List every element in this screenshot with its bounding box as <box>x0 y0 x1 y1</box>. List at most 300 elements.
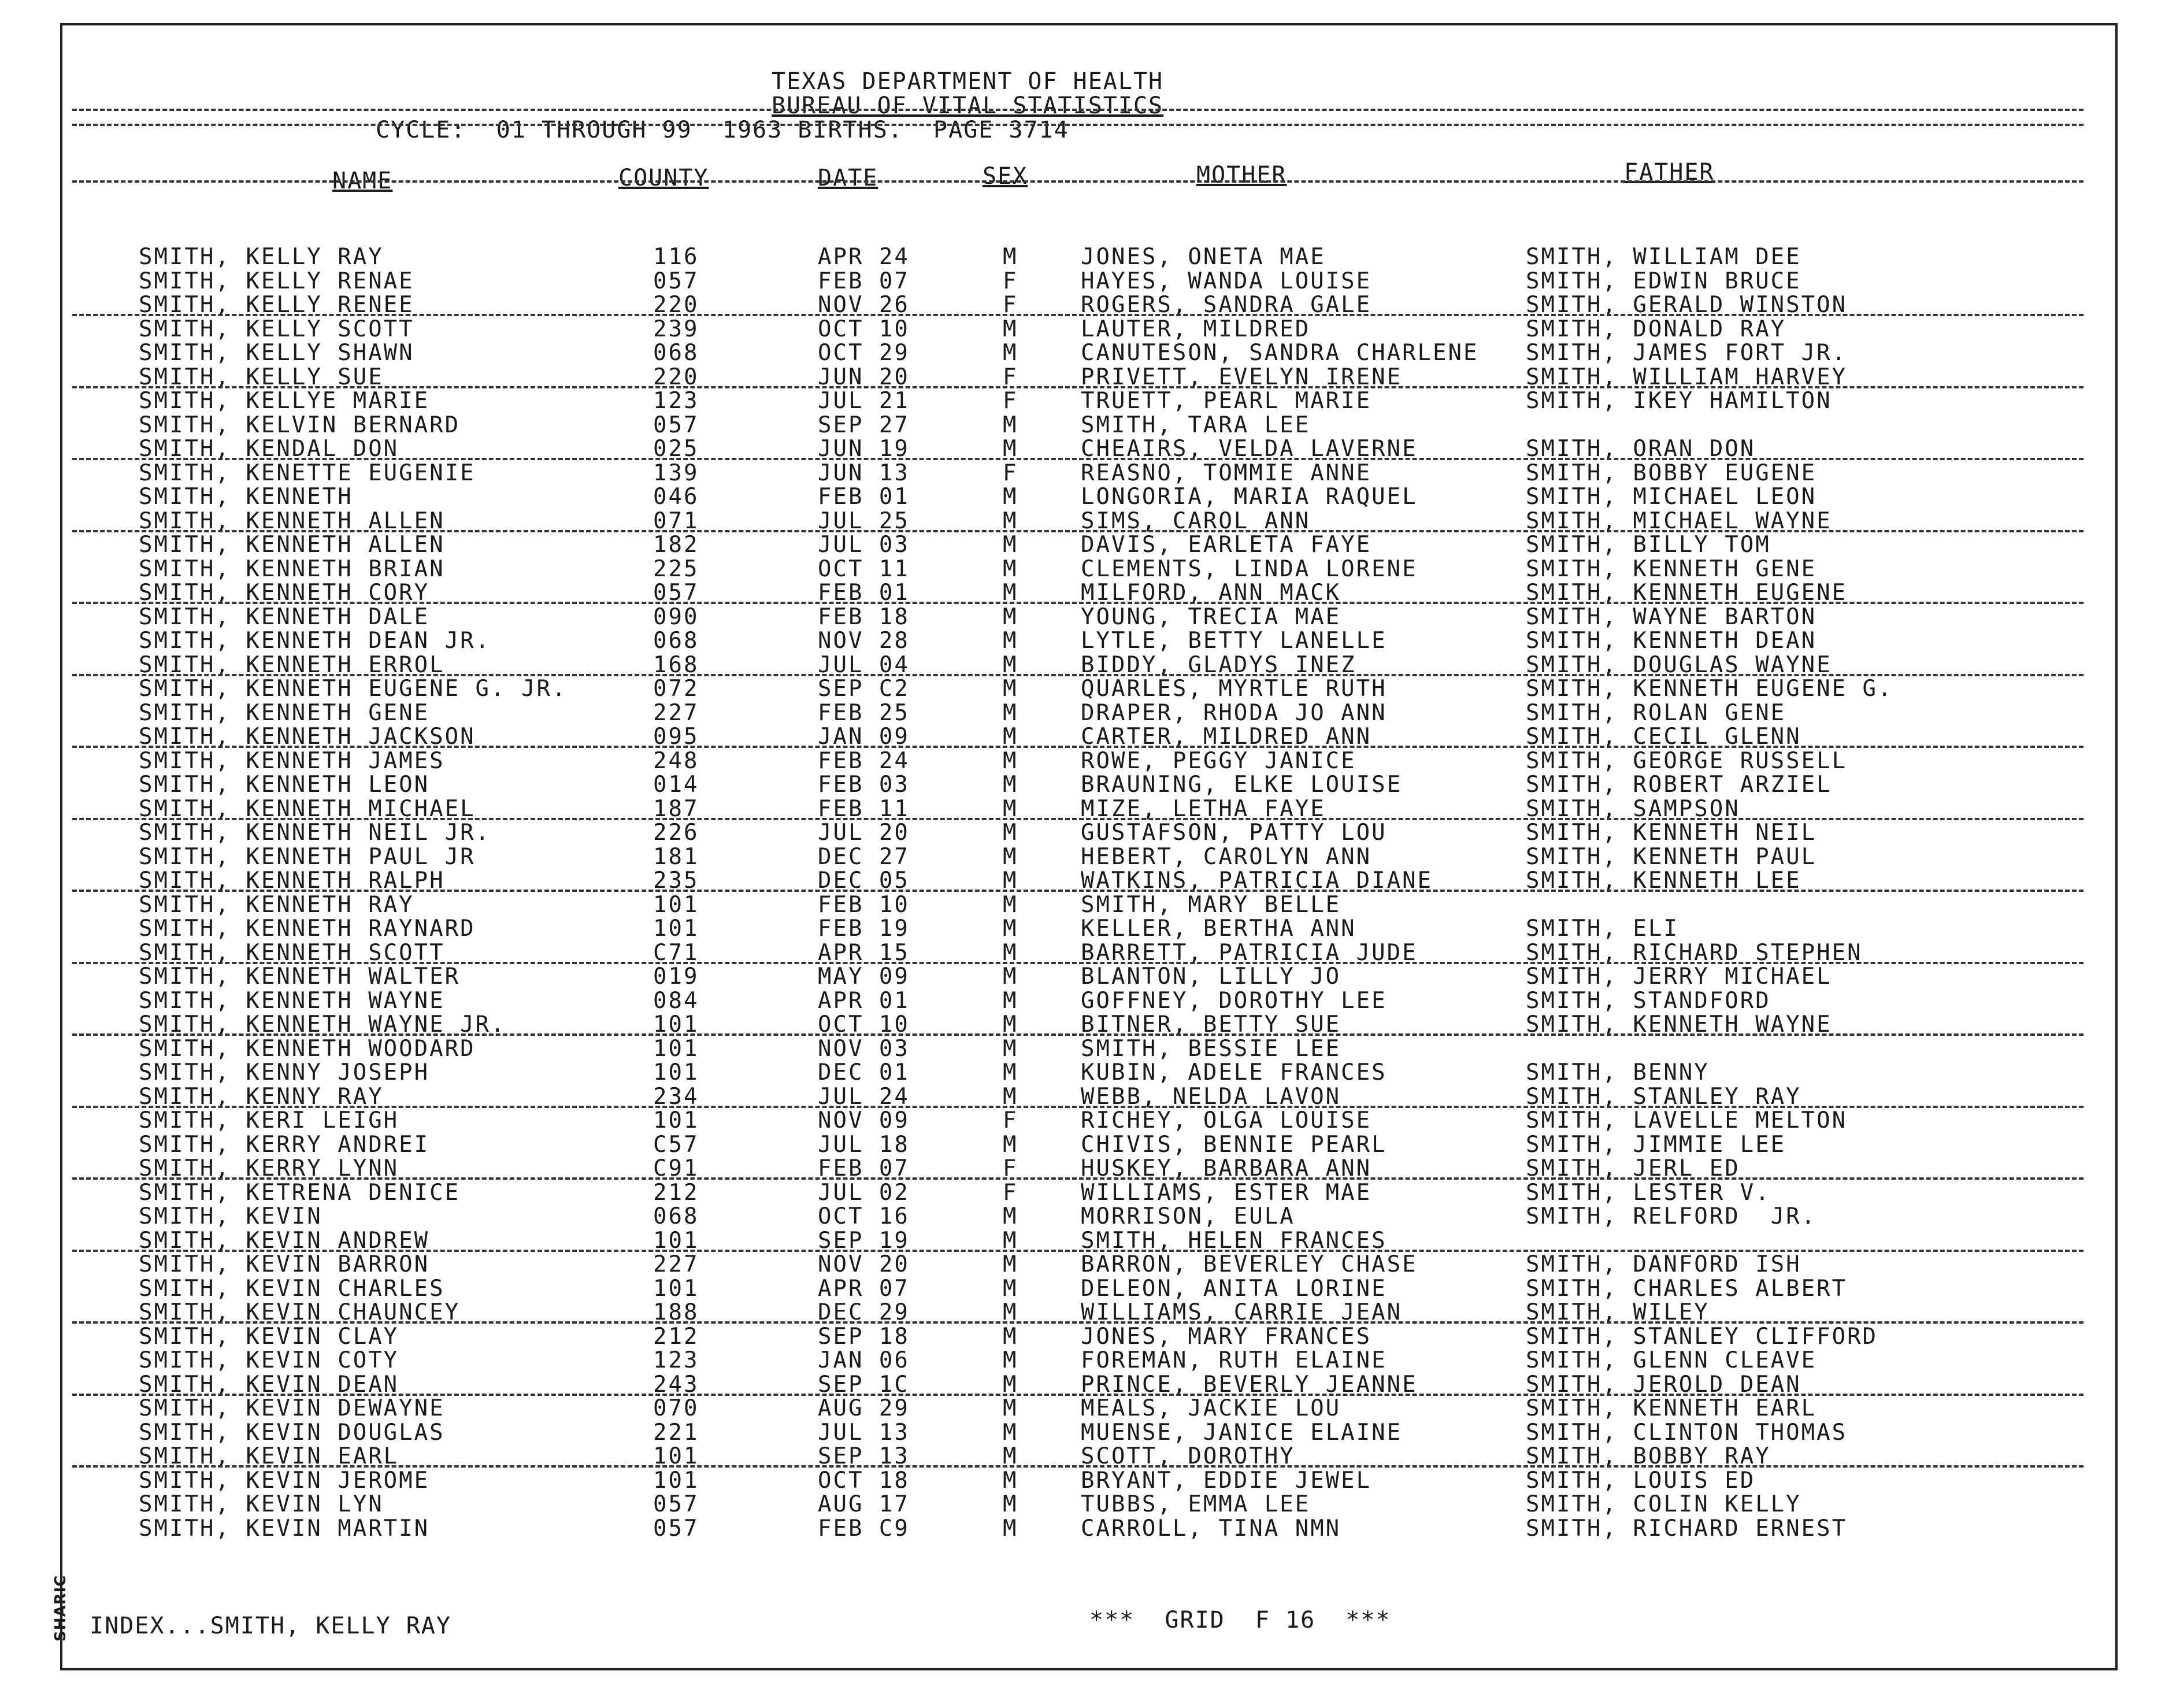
record-sex: M <box>1003 964 1018 990</box>
record-name: SMITH, KENNETH JACKSON <box>139 724 476 750</box>
record-county: 101 <box>653 916 699 942</box>
record-name: SMITH, KENNETH RALPH <box>139 868 445 894</box>
record-date: JUL 20 <box>818 820 910 846</box>
record-father: SMITH, RICHARD ERNEST <box>1526 1515 1848 1542</box>
record-name: SMITH, KEVIN BARRON <box>139 1251 430 1277</box>
record-county: 123 <box>653 1347 699 1373</box>
record-row <box>0 1276 2165 1300</box>
record-county: 101 <box>653 1227 699 1254</box>
record-name: SMITH, KENNY JOSEPH <box>139 1059 430 1085</box>
record-sex: F <box>1003 268 1018 294</box>
record-date: AUG 29 <box>818 1395 910 1421</box>
record-sex: F <box>1003 1155 1018 1181</box>
record-date: OCT 10 <box>818 1012 910 1038</box>
record-name: SMITH, KENNETH RAYNARD <box>139 916 476 942</box>
record-father: SMITH, KENNETH NEIL <box>1526 820 1817 846</box>
record-sex: M <box>1003 868 1018 894</box>
record-mother: DELEON, ANITA LORINE <box>1081 1275 1387 1302</box>
record-row <box>0 1420 2165 1444</box>
record-mother: QUARLES, MYRTLE RUTH <box>1081 676 1387 702</box>
record-county: 101 <box>653 891 699 918</box>
record-row <box>0 820 2165 844</box>
record-mother: SCOTT, DOROTHY <box>1081 1443 1295 1469</box>
record-date: FEB 07 <box>818 268 910 294</box>
record-mother: BLANTON, LILLY JO <box>1081 964 1341 990</box>
record-mother: JONES, ONETA MAE <box>1081 244 1326 270</box>
record-date: SEP 19 <box>818 1227 910 1254</box>
record-mother: WATKINS, PATRICIA DIANE <box>1081 868 1433 894</box>
record-county: C71 <box>653 939 699 966</box>
record-name: SMITH, KEVIN JEROME <box>139 1467 430 1494</box>
header-cycle: CYCLE: 01 THROUGH 99 1963 BIRTHS. PAGE 3714 <box>376 117 1069 143</box>
record-mother: SIMS, CAROL ANN <box>1081 507 1311 534</box>
record-mother: LONGORIA, MARIA RAQUEL <box>1081 484 1418 510</box>
record-mother: MORRISON, EULA <box>1081 1203 1295 1229</box>
record-row <box>0 1132 2165 1156</box>
record-name: SMITH, KEVIN ANDREW <box>139 1227 430 1254</box>
record-mother: SMITH, MARY BELLE <box>1081 891 1341 918</box>
record-sex: M <box>1003 820 1018 846</box>
record-county: 188 <box>653 1299 699 1325</box>
record-date: JUN 20 <box>818 364 910 390</box>
record-date: JUL 02 <box>818 1179 910 1206</box>
footer-grid: *** GRID F 16 *** <box>1089 1607 1391 1633</box>
record-row <box>0 1468 2165 1492</box>
record-mother: BARRETT, PATRICIA JUDE <box>1081 939 1418 966</box>
record-mother: SMITH, TARA LEE <box>1081 412 1311 438</box>
record-row <box>0 244 2165 268</box>
record-date: DEC 05 <box>818 868 910 894</box>
record-father: SMITH, KENNETH DEAN <box>1526 628 1817 654</box>
record-row <box>0 1180 2165 1204</box>
record-sex: F <box>1003 364 1018 390</box>
record-name: SMITH, KEVIN DEAN <box>139 1371 399 1398</box>
record-row <box>0 556 2165 580</box>
record-date: APR 01 <box>818 987 910 1014</box>
record-county: 101 <box>653 1035 699 1062</box>
record-mother: HUSKEY, BARBARA ANN <box>1081 1155 1372 1181</box>
record-county: 057 <box>653 580 699 606</box>
record-name: SMITH, KENNETH ALLEN <box>139 532 445 558</box>
record-date: FEB 07 <box>818 1155 910 1181</box>
column-header-mother: MOTHER <box>1196 162 1287 188</box>
record-mother: YOUNG, TRECIA MAE <box>1081 603 1341 630</box>
record-county: 046 <box>653 484 699 510</box>
record-date: FEB 25 <box>818 699 910 726</box>
record-mother: WEBB, NELDA LAVON <box>1081 1083 1341 1110</box>
record-row <box>0 844 2165 868</box>
record-row <box>0 1059 2165 1084</box>
record-sex: M <box>1003 987 1018 1014</box>
record-mother: CARROLL, TINA NMN <box>1081 1515 1341 1542</box>
record-sex: M <box>1003 1203 1018 1229</box>
record-name: SMITH, KENDAL DON <box>139 436 399 462</box>
record-sex: M <box>1003 1251 1018 1277</box>
record-date: APR 24 <box>818 244 910 270</box>
record-row <box>0 796 2165 820</box>
record-mother: MUENSE, JANICE ELAINE <box>1081 1419 1403 1446</box>
record-name: SMITH, KEVIN <box>139 1203 322 1229</box>
record-row <box>0 676 2165 700</box>
record-date: JUL 21 <box>818 388 910 414</box>
record-county: 057 <box>653 412 699 438</box>
record-father: SMITH, KENNETH GENE <box>1526 555 1817 582</box>
record-sex: F <box>1003 292 1018 318</box>
record-father: SMITH, WILLIAM DEE <box>1526 244 1801 270</box>
record-row <box>0 1155 2165 1180</box>
record-sex: M <box>1003 772 1018 798</box>
record-date: FEB 11 <box>818 795 910 822</box>
record-date: SEP 18 <box>818 1323 910 1350</box>
record-row <box>0 1203 2165 1228</box>
record-county: 220 <box>653 292 699 318</box>
record-mother: RICHEY, OLGA LOUISE <box>1081 1107 1372 1133</box>
record-name: SMITH, KELLY SHAWN <box>139 340 414 366</box>
column-header-date: DATE <box>818 165 878 191</box>
record-row <box>0 628 2165 652</box>
record-county: 101 <box>653 1012 699 1038</box>
record-mother: CLEMENTS, LINDA LORENE <box>1081 555 1418 582</box>
record-county: 139 <box>653 460 699 486</box>
record-sex: M <box>1003 1515 1018 1542</box>
record-name: SMITH, KENNETH CORY <box>139 580 430 606</box>
record-row <box>0 700 2165 724</box>
record-date: APR 15 <box>818 939 910 966</box>
record-date: FEB 10 <box>818 891 910 918</box>
record-name: SMITH, KENNETH SCOTT <box>139 939 445 966</box>
record-father: SMITH, WAYNE BARTON <box>1526 603 1817 630</box>
record-row <box>0 412 2165 436</box>
header-bureau: BUREAU OF VITAL STATISTICS <box>772 92 1164 119</box>
record-county: 025 <box>653 436 699 462</box>
record-county: C57 <box>653 1131 699 1158</box>
record-row <box>0 892 2165 916</box>
record-father: SMITH, MICHAEL WAYNE <box>1526 507 1832 534</box>
record-row <box>0 268 2165 292</box>
record-mother: KUBIN, ADELE FRANCES <box>1081 1059 1387 1085</box>
record-date: DEC 01 <box>818 1059 910 1085</box>
record-mother: BITNER, BETTY SUE <box>1081 1012 1341 1038</box>
record-row <box>0 460 2165 484</box>
record-date: JUL 13 <box>818 1419 910 1446</box>
record-date: FEB 01 <box>818 484 910 510</box>
record-sex: M <box>1003 916 1018 942</box>
record-mother: SMITH, HELEN FRANCES <box>1081 1227 1387 1254</box>
record-name: SMITH, KENNETH EUGENE G. JR. <box>139 676 568 702</box>
record-mother: KELLER, BERTHA ANN <box>1081 916 1356 942</box>
record-father: SMITH, ELI <box>1526 916 1679 942</box>
record-sex: M <box>1003 1491 1018 1517</box>
record-name: SMITH, KENNETH PAUL JR <box>139 843 476 870</box>
record-row <box>0 916 2165 940</box>
record-sex: M <box>1003 412 1018 438</box>
record-father: SMITH, LAVELLE MELTON <box>1526 1107 1848 1133</box>
record-father: SMITH, STANLEY RAY <box>1526 1083 1801 1110</box>
record-county: 220 <box>653 364 699 390</box>
record-name: SMITH, KEVIN CHAUNCEY <box>139 1299 461 1325</box>
record-date: NOV 03 <box>818 1035 910 1062</box>
record-date: FEB C9 <box>818 1515 910 1542</box>
record-name: SMITH, KENNETH NEIL JR. <box>139 820 491 846</box>
record-name: SMITH, KELLY SCOTT <box>139 316 414 342</box>
record-row <box>0 1347 2165 1372</box>
record-mother: MILFORD, ANN MACK <box>1081 580 1341 606</box>
record-mother: DRAPER, RHODA JO ANN <box>1081 699 1387 726</box>
record-mother: HEBERT, CAROLYN ANN <box>1081 843 1372 870</box>
record-county: C91 <box>653 1155 699 1181</box>
record-name: SMITH, KENNETH WAYNE JR. <box>139 1012 506 1038</box>
record-name: SMITH, KEVIN CLAY <box>139 1323 399 1350</box>
record-row <box>0 436 2165 460</box>
record-date: APR 07 <box>818 1275 910 1302</box>
record-name: SMITH, KETRENA DENICE <box>139 1179 461 1206</box>
record-date: OCT 16 <box>818 1203 910 1229</box>
record-row <box>0 1036 2165 1060</box>
record-sex: M <box>1003 747 1018 774</box>
record-name: SMITH, KENNETH ERROL <box>139 651 445 678</box>
record-county: 084 <box>653 987 699 1014</box>
record-mother: BRAUNING, ELKE LOUISE <box>1081 772 1403 798</box>
record-date: JAN 09 <box>818 724 910 750</box>
record-sex: M <box>1003 1275 1018 1302</box>
record-row <box>0 724 2165 748</box>
record-name: SMITH, KELLYE MARIE <box>139 388 430 414</box>
record-county: 239 <box>653 316 699 342</box>
column-header-name: NAME <box>332 168 393 194</box>
record-mother: LAUTER, MILDRED <box>1081 316 1311 342</box>
record-county: 221 <box>653 1419 699 1446</box>
record-date: DEC 27 <box>818 843 910 870</box>
record-date: JUN 19 <box>818 436 910 462</box>
record-name: SMITH, KENETTE EUGENIE <box>139 460 476 486</box>
record-name: SMITH, KENNETH JAMES <box>139 747 445 774</box>
column-header-father: FATHER <box>1624 159 1715 186</box>
record-row <box>0 1251 2165 1276</box>
record-mother: TRUETT, PEARL MARIE <box>1081 388 1372 414</box>
record-county: 168 <box>653 651 699 678</box>
record-sex: M <box>1003 699 1018 726</box>
record-mother: GOFFNEY, DOROTHY LEE <box>1081 987 1387 1014</box>
record-row <box>0 652 2165 676</box>
record-county: 014 <box>653 772 699 798</box>
record-county: 068 <box>653 340 699 366</box>
record-county: 243 <box>653 1371 699 1398</box>
record-date: OCT 18 <box>818 1467 910 1494</box>
record-row <box>0 388 2165 412</box>
record-date: DEC 29 <box>818 1299 910 1325</box>
record-mother: CARTER, MILDRED ANN <box>1081 724 1372 750</box>
record-name: SMITH, KENNETH MICHAEL <box>139 795 476 822</box>
record-father: SMITH, WILLIAM HARVEY <box>1526 364 1848 390</box>
record-row <box>0 316 2165 340</box>
record-date: JAN 06 <box>818 1347 910 1373</box>
record-sex: M <box>1003 1419 1018 1446</box>
record-sex: M <box>1003 603 1018 630</box>
record-row <box>0 1491 2165 1516</box>
record-father: SMITH, SAMPSON <box>1526 795 1740 822</box>
record-county: 070 <box>653 1395 699 1421</box>
record-name: SMITH, KEVIN DOUGLAS <box>139 1419 445 1446</box>
record-father: SMITH, STANDFORD <box>1526 987 1771 1014</box>
record-date: SEP 13 <box>818 1443 910 1469</box>
record-name: SMITH, KEVIN COTY <box>139 1347 399 1373</box>
record-father: SMITH, JIMMIE LEE <box>1526 1131 1786 1158</box>
record-name: SMITH, KERRY ANDREI <box>139 1131 430 1158</box>
record-name: SMITH, KENNETH GENE <box>139 699 430 726</box>
record-name: SMITH, KENNETH LEON <box>139 772 430 798</box>
record-sex: M <box>1003 1371 1018 1398</box>
record-row <box>0 580 2165 604</box>
record-row <box>0 1372 2165 1396</box>
record-county: 182 <box>653 532 699 558</box>
record-sex: M <box>1003 580 1018 606</box>
record-county: 057 <box>653 1515 699 1542</box>
record-date: FEB 18 <box>818 603 910 630</box>
record-father: SMITH, STANLEY CLIFFORD <box>1526 1323 1878 1350</box>
record-row <box>0 1228 2165 1252</box>
record-mother: GUSTAFSON, PATTY LOU <box>1081 820 1387 846</box>
record-father: SMITH, IKEY HAMILTON <box>1526 388 1832 414</box>
record-father: SMITH, EDWIN BRUCE <box>1526 268 1801 294</box>
record-father: SMITH, CHARLES ALBERT <box>1526 1275 1848 1302</box>
record-date: OCT 10 <box>818 316 910 342</box>
record-sex: M <box>1003 1443 1018 1469</box>
record-name: SMITH, KEVIN CHARLES <box>139 1275 445 1302</box>
record-name: SMITH, KEVIN MARTIN <box>139 1515 430 1542</box>
record-name: SMITH, KENNY RAY <box>139 1083 384 1110</box>
record-father: SMITH, ORAN DON <box>1526 436 1756 462</box>
column-header-sex: SEX <box>983 163 1028 190</box>
record-mother: BARRON, BEVERLEY CHASE <box>1081 1251 1418 1277</box>
record-county: 101 <box>653 1107 699 1133</box>
record-date: NOV 26 <box>818 292 910 318</box>
record-sex: F <box>1003 460 1018 486</box>
record-father: SMITH, KENNETH LEE <box>1526 868 1801 894</box>
record-county: 116 <box>653 244 699 270</box>
record-father: SMITH, JERRY MICHAEL <box>1526 964 1832 990</box>
record-name: SMITH, KENNETH <box>139 484 353 510</box>
record-sex: M <box>1003 1299 1018 1325</box>
record-mother: SMITH, BESSIE LEE <box>1081 1035 1341 1062</box>
record-mother: MIZE, LETHA FAYE <box>1081 795 1326 822</box>
record-name: SMITH, KENNETH BRIAN <box>139 555 445 582</box>
record-mother: CHEAIRS, VELDA LAVERNE <box>1081 436 1418 462</box>
record-county: 057 <box>653 1491 699 1517</box>
record-date: FEB 19 <box>818 916 910 942</box>
record-row <box>0 748 2165 772</box>
record-row <box>0 772 2165 796</box>
record-county: 057 <box>653 268 699 294</box>
record-sex: M <box>1003 843 1018 870</box>
record-sex: M <box>1003 1083 1018 1110</box>
record-sex: M <box>1003 1059 1018 1085</box>
record-sex: M <box>1003 244 1018 270</box>
record-county: 212 <box>653 1323 699 1350</box>
record-father: SMITH, JEROLD DEAN <box>1526 1371 1801 1398</box>
header-divider-1 <box>72 109 2084 111</box>
record-date: MAY 09 <box>818 964 910 990</box>
record-row <box>0 1084 2165 1108</box>
record-row <box>0 508 2165 532</box>
record-county: 187 <box>653 795 699 822</box>
record-date: FEB 24 <box>818 747 910 774</box>
record-father: SMITH, RELFORD JR. <box>1526 1203 1817 1229</box>
record-county: 101 <box>653 1059 699 1085</box>
header-divider-2 <box>72 124 2084 126</box>
record-row <box>0 868 2165 892</box>
record-date: FEB 01 <box>818 580 910 606</box>
record-sex: M <box>1003 795 1018 822</box>
record-sex: M <box>1003 1323 1018 1350</box>
record-county: 101 <box>653 1443 699 1469</box>
record-mother: PRINCE, BEVERLY JEANNE <box>1081 1371 1418 1398</box>
record-name: SMITH, KERI LEIGH <box>139 1107 399 1133</box>
record-sex: M <box>1003 676 1018 702</box>
record-mother: REASNO, TOMMIE ANNE <box>1081 460 1372 486</box>
record-name: SMITH, KENNETH WALTER <box>139 964 461 990</box>
record-sex: M <box>1003 724 1018 750</box>
record-county: 227 <box>653 699 699 726</box>
record-mother: JONES, MARY FRANCES <box>1081 1323 1372 1350</box>
record-county: 068 <box>653 1203 699 1229</box>
record-father: SMITH, BOBBY EUGENE <box>1526 460 1817 486</box>
record-name: SMITH, KENNETH WOODARD <box>139 1035 476 1062</box>
record-row <box>0 1324 2165 1348</box>
record-name: SMITH, KELLY RENAE <box>139 268 414 294</box>
record-date: JUL 03 <box>818 532 910 558</box>
record-date: AUG 17 <box>818 1491 910 1517</box>
side-label: SHARIC <box>52 1574 69 1642</box>
record-row <box>0 1395 2165 1420</box>
record-date: NOV 09 <box>818 1107 910 1133</box>
record-date: SEP 27 <box>818 412 910 438</box>
record-date: JUL 25 <box>818 507 910 534</box>
record-sex: M <box>1003 340 1018 366</box>
record-father: SMITH, WILEY <box>1526 1299 1710 1325</box>
record-father: SMITH, JAMES FORT JR. <box>1526 340 1848 366</box>
column-header-county: COUNTY <box>618 165 709 191</box>
record-father: SMITH, KENNETH PAUL <box>1526 843 1817 870</box>
record-father: SMITH, LOUIS ED <box>1526 1467 1756 1494</box>
record-father: SMITH, GEORGE RUSSELL <box>1526 747 1848 774</box>
record-mother: CHIVIS, BENNIE PEARL <box>1081 1131 1387 1158</box>
record-father: SMITH, KENNETH EARL <box>1526 1395 1817 1421</box>
record-mother: CANUTESON, SANDRA CHARLENE <box>1081 340 1479 366</box>
record-father: SMITH, DOUGLAS WAYNE <box>1526 651 1832 678</box>
record-father: SMITH, KENNETH WAYNE <box>1526 1012 1832 1038</box>
record-father: SMITH, CLINTON THOMAS <box>1526 1419 1848 1446</box>
record-sex: M <box>1003 507 1018 534</box>
record-county: 225 <box>653 555 699 582</box>
record-county: 234 <box>653 1083 699 1110</box>
record-sex: M <box>1003 1035 1018 1062</box>
record-date: JUL 18 <box>818 1131 910 1158</box>
record-father: SMITH, BILLY TOM <box>1526 532 1771 558</box>
record-county: 181 <box>653 843 699 870</box>
record-father: SMITH, DANFORD ISH <box>1526 1251 1801 1277</box>
record-father: SMITH, BENNY <box>1526 1059 1710 1085</box>
record-row <box>0 604 2165 628</box>
record-father: SMITH, RICHARD STEPHEN <box>1526 939 1863 966</box>
record-name: SMITH, KENNETH DALE <box>139 603 430 630</box>
record-sex: M <box>1003 1395 1018 1421</box>
record-date: NOV 28 <box>818 628 910 654</box>
record-row <box>0 1516 2165 1540</box>
record-father: SMITH, KENNETH EUGENE G. <box>1526 676 1893 702</box>
record-row <box>0 1107 2165 1132</box>
record-father: SMITH, GERALD WINSTON <box>1526 292 1848 318</box>
record-row <box>0 364 2165 388</box>
